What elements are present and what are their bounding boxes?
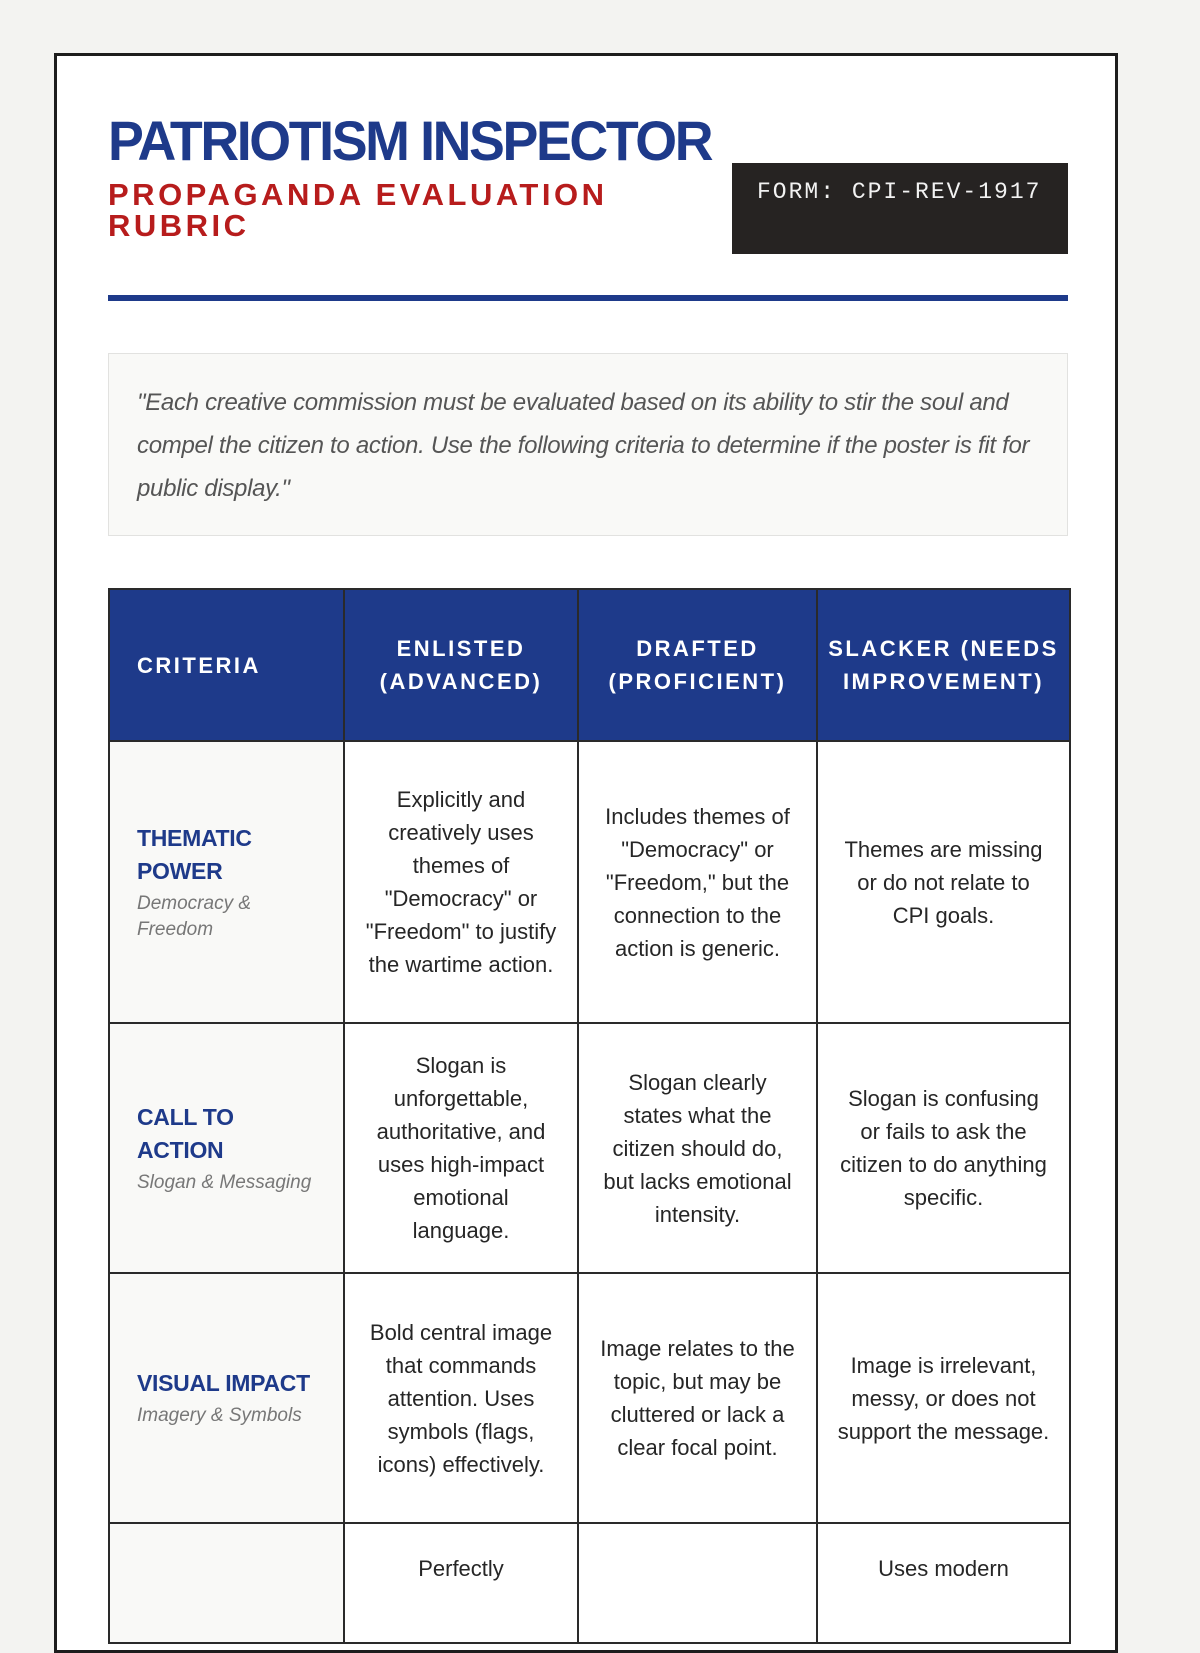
column-header-slacker: SLACKER (NEEDS IMPROVEMENT) xyxy=(817,589,1070,741)
slacker-cell: Slogan is confusing or fails to ask the citizen to do anything specific. xyxy=(817,1023,1070,1273)
criterion-subtitle: Imagery & Symbols xyxy=(137,1405,302,1426)
enlisted-cell: Perfectly xyxy=(344,1523,578,1643)
page-title: PATRIOTISM INSPECTOR xyxy=(108,109,712,172)
enlisted-cell: Slogan is unforgettable, authoritative, and uses high-impact emotional language. xyxy=(344,1023,578,1273)
table-row xyxy=(109,1523,1070,1643)
column-header-criteria: CRITERIA xyxy=(109,589,344,741)
page-subtitle: PROPAGANDA EVALUATION RUBRIC xyxy=(108,177,608,243)
criterion-name: VISUAL IMPACT xyxy=(137,1370,310,1396)
table-header-row xyxy=(109,589,1070,741)
drafted-cell: Includes themes of "Democracy" or "Freedom," but the connection to the action is generic. xyxy=(578,741,817,1023)
table-row xyxy=(109,741,1070,1023)
rubric-table xyxy=(108,588,1071,1644)
slacker-cell: Themes are missing or do not relate to CPI goals. xyxy=(817,741,1070,1023)
table-row xyxy=(109,1273,1070,1523)
form-id-badge: FORM: CPI-REV-1917 xyxy=(732,163,1068,254)
criterion-cell xyxy=(109,1523,344,1643)
criterion-subtitle: Slogan & Messaging xyxy=(137,1171,312,1193)
slacker-cell: Image is irrelevant, messy, or does not support the message. xyxy=(817,1273,1070,1523)
header-divider xyxy=(108,295,1068,301)
drafted-cell xyxy=(578,1523,817,1643)
intro-quote: "Each creative commission must be evaluated based on its ability to stir the soul and compel the citizen to action. Use the following criteria to determine if the poster is fit for public display." xyxy=(108,353,1068,536)
drafted-cell: Image relates to the topic, but may be cluttered or lack a clear focal point. xyxy=(578,1273,817,1523)
column-header-enlisted: ENLISTED (ADVANCED) xyxy=(344,589,578,741)
page-header xyxy=(108,111,1068,241)
enlisted-cell: Bold central image that commands attention. Uses symbols (flags, icons) effectively. xyxy=(344,1273,578,1523)
criterion-cell xyxy=(109,1273,344,1523)
criterion-name: THEMATIC POWER xyxy=(137,824,252,884)
table-row xyxy=(109,1023,1070,1273)
criterion-cell xyxy=(109,1023,344,1273)
criterion-name: CALL TO ACTION xyxy=(137,1103,234,1163)
drafted-cell: Slogan clearly states what the citizen should do, but lacks emotional intensity. xyxy=(578,1023,817,1273)
slacker-cell: Uses modern xyxy=(817,1523,1070,1643)
criterion-subtitle: Democracy & Freedom xyxy=(137,892,252,940)
enlisted-cell: Explicitly and creatively uses themes of "Democracy" or "Freedom" to justify the wartime action. xyxy=(344,741,578,1023)
rubric-page xyxy=(54,53,1118,1653)
criterion-cell xyxy=(109,741,344,1023)
column-header-drafted: DRAFTED (PROFICIENT) xyxy=(578,589,817,741)
